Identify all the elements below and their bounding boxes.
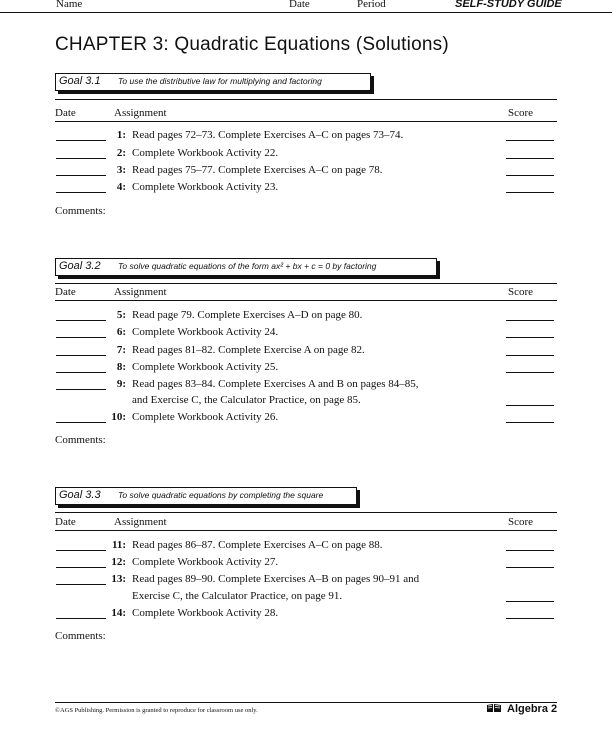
column-header-divider <box>55 121 557 122</box>
goal-number: Goal 3.1 <box>59 75 101 87</box>
assignment-column-header: Assignment <box>114 516 167 528</box>
assignment-text: Read pages 89–90. Complete Exercises A–B on pages 90–91 and <box>132 573 420 585</box>
assignment-number: 6: <box>116 326 126 338</box>
assignment-text: Complete Workbook Activity 26. <box>132 411 279 423</box>
date-blank[interactable] <box>56 140 106 141</box>
date-blank[interactable] <box>56 175 106 176</box>
date-blank[interactable] <box>56 158 106 159</box>
assignment-row <box>0 164 612 180</box>
assignment-row-continuation <box>0 590 612 606</box>
score-blank[interactable] <box>506 601 554 602</box>
assignment-number: 13: <box>111 573 126 585</box>
assignment-number: 7: <box>116 344 126 356</box>
assignment-text: Exercise C, the Calculator Practice, on page 91. <box>132 590 343 602</box>
date-column-header: Date <box>55 107 76 119</box>
score-blank[interactable] <box>506 372 554 373</box>
column-header-divider <box>55 530 557 531</box>
guide-label: SELF-STUDY GUIDE <box>455 0 562 10</box>
chapter-title: CHAPTER 3: Quadratic Equations (Solutions) <box>55 34 449 55</box>
assignment-row <box>0 326 612 342</box>
assignment-column-header: Assignment <box>114 286 167 298</box>
assignment-row <box>0 573 612 589</box>
assignment-text: Complete Workbook Activity 27. <box>132 556 279 568</box>
date-blank[interactable] <box>56 422 106 423</box>
score-blank[interactable] <box>506 550 554 551</box>
goal-description: To solve quadratic equations of the form ax² + bx + c = 0 by factoring <box>118 261 377 271</box>
assignment-number: 1: <box>116 129 126 141</box>
score-blank[interactable] <box>506 140 554 141</box>
assignment-number: 5: <box>116 309 126 321</box>
score-column-header: Score <box>508 107 534 119</box>
date-blank[interactable] <box>56 567 106 568</box>
assignment-row <box>0 607 612 623</box>
assignment-text: Read pages 83–84. Complete Exercises A and B on pages 84–85, <box>132 378 419 390</box>
date-blank[interactable] <box>56 192 106 193</box>
goal-box-3-3 <box>55 487 357 505</box>
goal-number: Goal 3.2 <box>59 260 101 272</box>
date-column-header: Date <box>55 516 76 528</box>
assignment-text: Complete Workbook Activity 23. <box>132 181 279 193</box>
assignment-text: Complete Workbook Activity 25. <box>132 361 279 373</box>
column-header-divider <box>55 300 557 301</box>
book-title-text: Algebra 2 <box>507 703 558 715</box>
goal-box-3-2 <box>55 258 437 276</box>
score-blank[interactable] <box>506 355 554 356</box>
assignment-row <box>0 539 612 555</box>
assignment-row <box>0 147 612 163</box>
book-icon <box>486 703 502 713</box>
footer-divider <box>55 702 557 703</box>
assignment-row <box>0 361 612 377</box>
assignment-number: 12: <box>111 556 126 568</box>
date-column-header: Date <box>55 286 76 298</box>
copyright-notice: ©AGS Publishing. Permission is granted to reproduce for classroom use only. <box>55 707 258 714</box>
goal-box-3-1 <box>55 73 371 91</box>
assignment-number: 10: <box>111 411 126 423</box>
date-blank[interactable] <box>56 355 106 356</box>
assignment-row <box>0 309 612 325</box>
score-blank[interactable] <box>506 405 554 406</box>
period-label: Period <box>357 0 386 10</box>
score-column-header: Score <box>508 286 534 298</box>
score-column-header: Score <box>508 516 534 528</box>
score-blank[interactable] <box>506 175 554 176</box>
assignment-text: Read pages 72–73. Complete Exercises A–C on pages 73–74. <box>132 129 404 141</box>
assignment-number: 2: <box>116 147 126 159</box>
book-title <box>486 703 557 715</box>
name-label: Name <box>56 0 83 10</box>
date-blank[interactable] <box>56 320 106 321</box>
assignment-text: Read pages 86–87. Complete Exercises A–C on page 88. <box>132 539 383 551</box>
score-blank[interactable] <box>506 422 554 423</box>
goal-number: Goal 3.3 <box>59 489 101 501</box>
section-divider <box>55 283 557 284</box>
score-blank[interactable] <box>506 320 554 321</box>
comments-label: Comments: <box>55 630 106 642</box>
section-divider <box>55 99 557 100</box>
date-blank[interactable] <box>56 550 106 551</box>
assignment-number: 8: <box>116 361 126 373</box>
assignment-row <box>0 411 612 427</box>
goal-description: To use the distributive law for multiplying and factoring <box>118 76 322 86</box>
assignment-number: 9: <box>116 378 126 390</box>
assignment-text: and Exercise C, the Calculator Practice, on page 85. <box>132 394 361 406</box>
assignment-row <box>0 129 612 145</box>
assignment-row <box>0 181 612 197</box>
assignment-text: Complete Workbook Activity 24. <box>132 326 279 338</box>
assignment-column-header: Assignment <box>114 107 167 119</box>
assignment-text: Complete Workbook Activity 28. <box>132 607 279 619</box>
comments-label: Comments: <box>55 205 106 217</box>
header-divider <box>0 12 612 13</box>
score-blank[interactable] <box>506 337 554 338</box>
assignment-text: Complete Workbook Activity 22. <box>132 147 279 159</box>
assignment-text: Read pages 81–82. Complete Exercise A on page 82. <box>132 344 365 356</box>
section-divider <box>55 512 557 513</box>
assignment-number: 11: <box>111 539 126 551</box>
goal-description: To solve quadratic equations by completing the square <box>118 490 324 500</box>
assignment-row <box>0 378 612 394</box>
assignment-text: Read pages 75–77. Complete Exercises A–C on page 78. <box>132 164 383 176</box>
score-blank[interactable] <box>506 618 554 619</box>
assignment-row <box>0 556 612 572</box>
date-label: Date <box>289 0 310 10</box>
score-blank[interactable] <box>506 158 554 159</box>
score-blank[interactable] <box>506 192 554 193</box>
assignment-number: 4: <box>116 181 126 193</box>
date-blank[interactable] <box>56 372 106 373</box>
assignment-row-continuation <box>0 394 612 410</box>
date-blank[interactable] <box>56 584 106 585</box>
date-blank[interactable] <box>56 337 106 338</box>
date-blank[interactable] <box>56 618 106 619</box>
assignment-number: 14: <box>111 607 126 619</box>
assignment-row <box>0 344 612 360</box>
assignment-text: Read page 79. Complete Exercises A–D on page 80. <box>132 309 363 321</box>
comments-label: Comments: <box>55 434 106 446</box>
assignment-number: 3: <box>116 164 126 176</box>
date-blank[interactable] <box>56 389 106 390</box>
score-blank[interactable] <box>506 567 554 568</box>
